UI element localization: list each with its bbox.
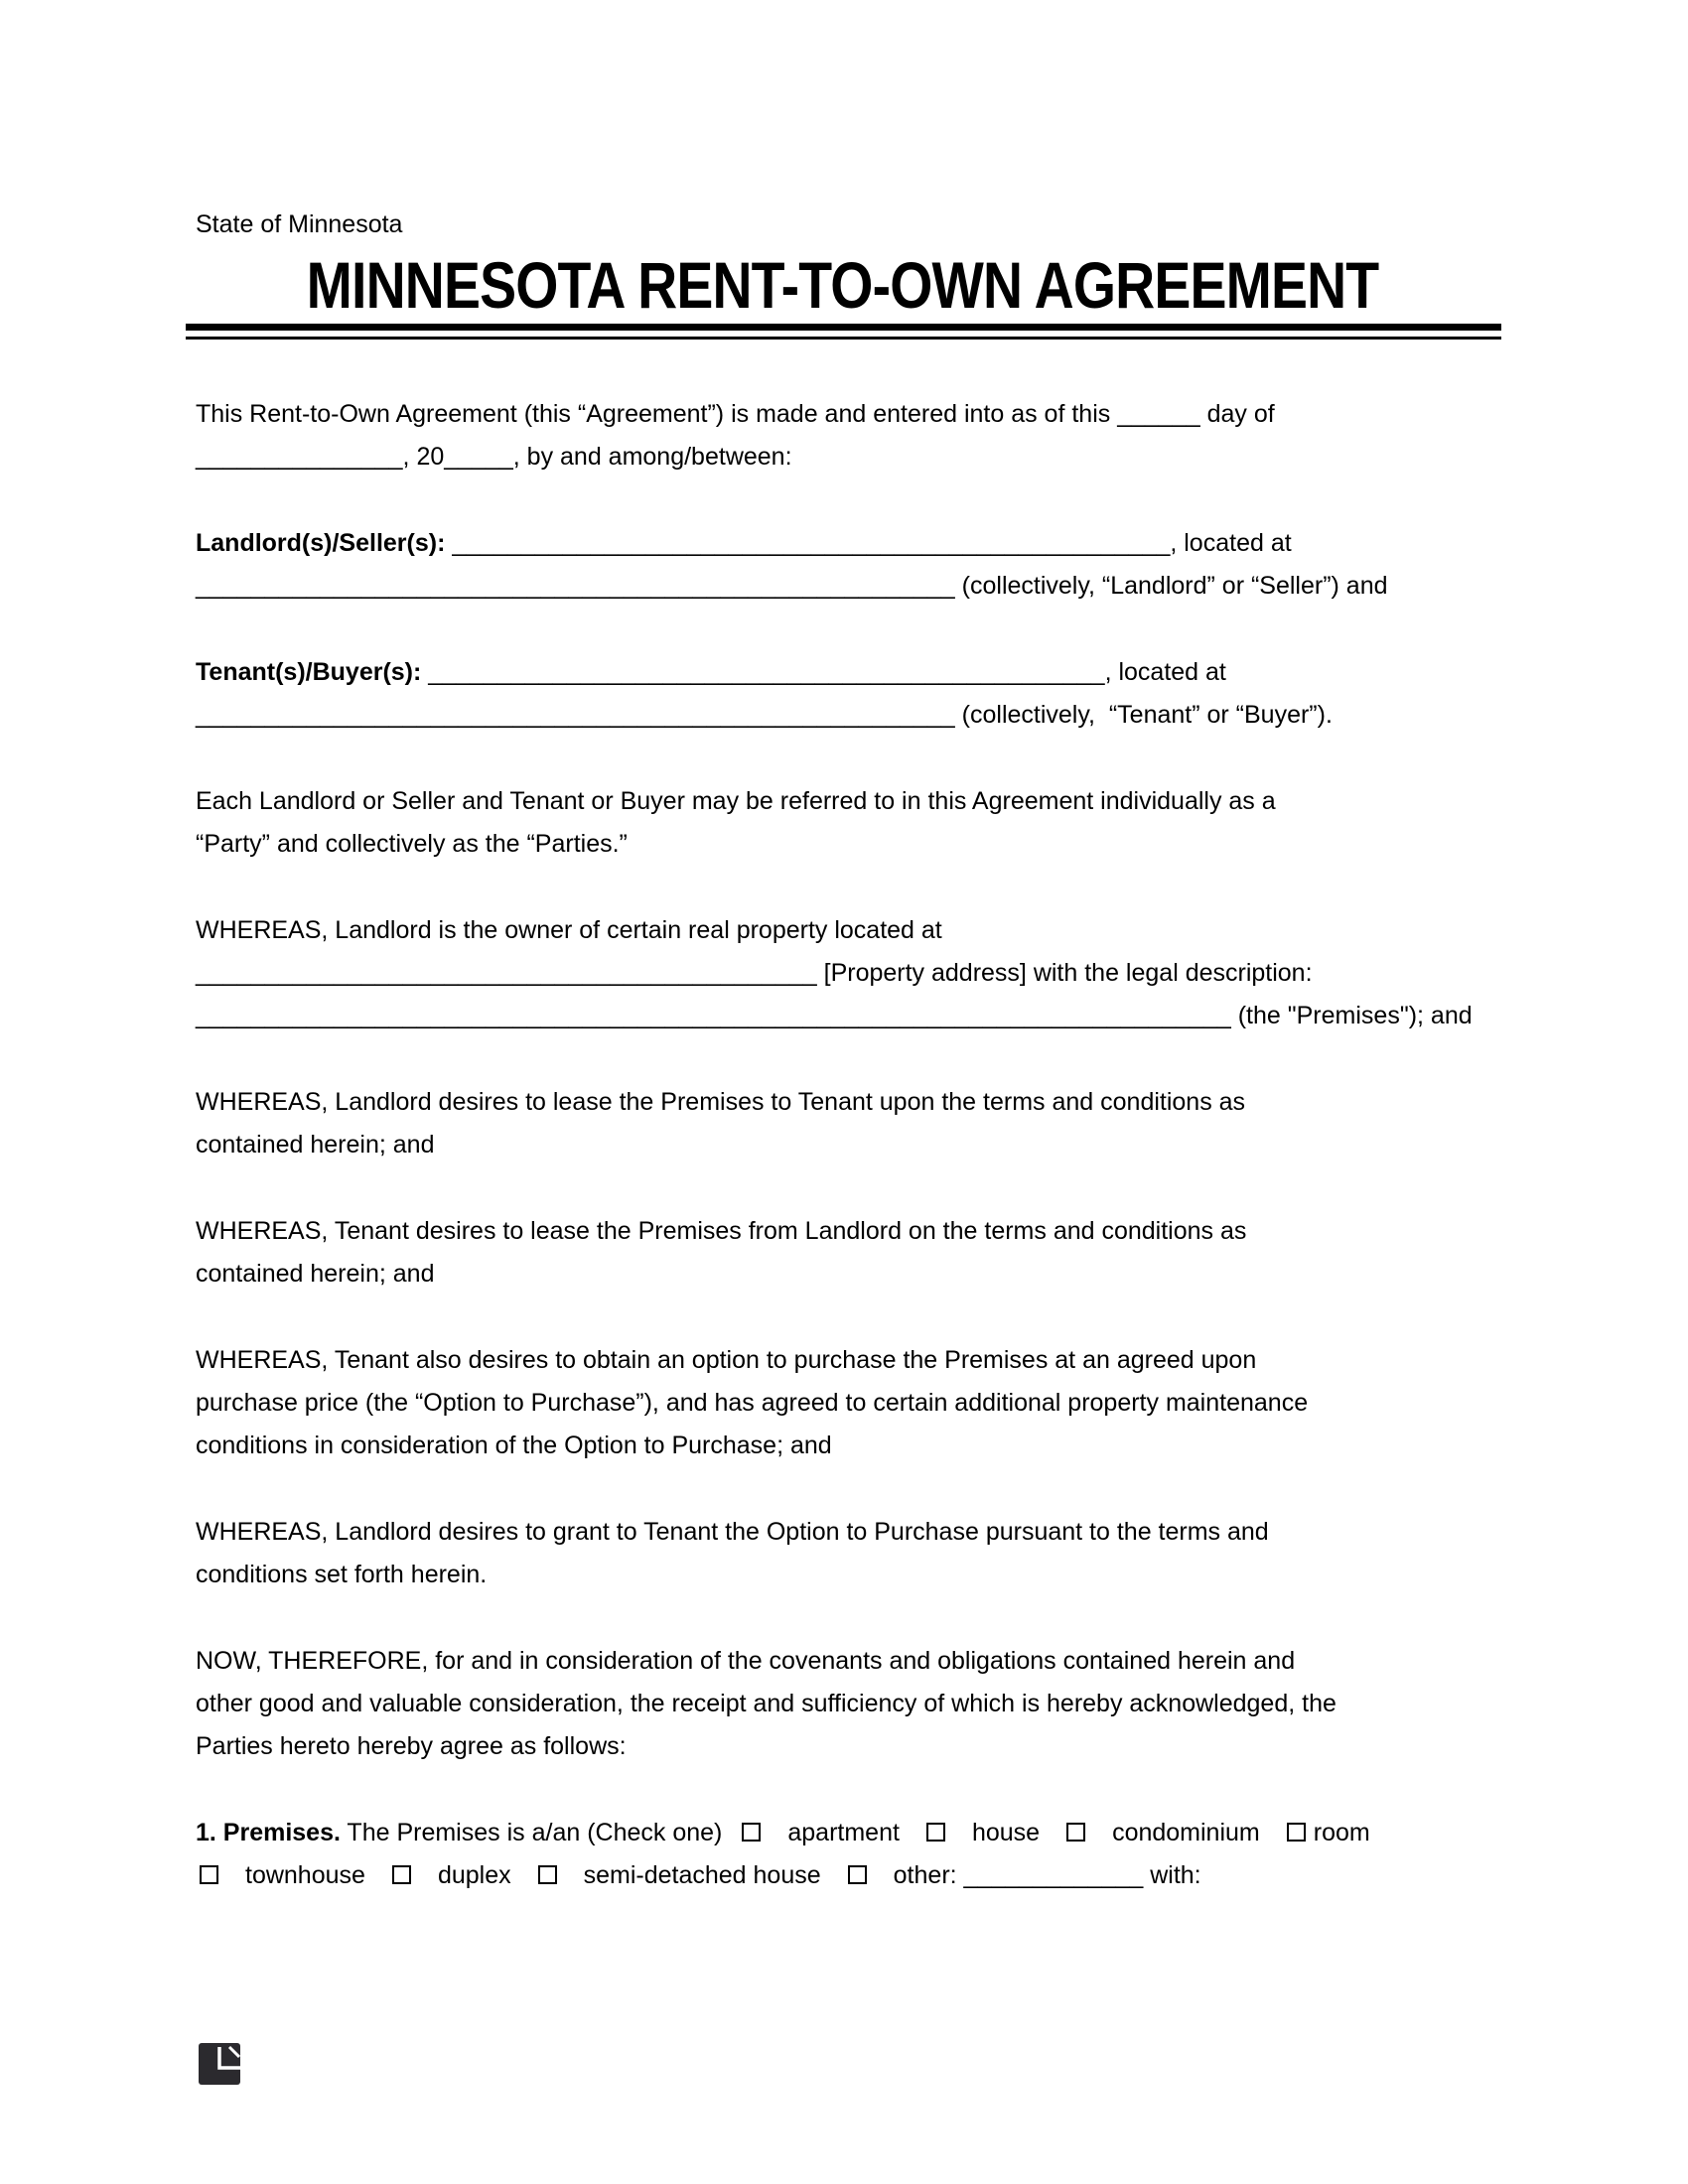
option-duplex-label: duplex	[437, 1861, 511, 1889]
checkbox-semi-detached-house[interactable]	[538, 1865, 557, 1884]
option-townhouse	[200, 1861, 365, 1889]
tenant-clause	[196, 651, 1489, 737]
tenant-line-2: _______________________________________________________ (collectively, “Tenant” or “Buyer”).	[196, 701, 1333, 729]
now-therefore-line-1: NOW, THEREFORE, for and in consideration of the covenants and obligations contained herein and	[196, 1647, 1296, 1675]
checkbox-room[interactable]	[1287, 1823, 1306, 1842]
option-house-label: house	[971, 1819, 1041, 1846]
premises-line-1	[196, 1812, 1489, 1854]
checkbox-condominium[interactable]	[1066, 1823, 1085, 1842]
intro-line-1: This Rent-to-Own Agreement (this “Agreement”) is made and entered into as of this ______ day of	[196, 400, 1275, 428]
option-condominium	[1066, 1819, 1260, 1846]
premises-section	[196, 1812, 1489, 1897]
parties-line-2: “Party” and collectively as the “Parties.”	[196, 830, 628, 858]
whereas-tenant-line-1: WHEREAS, Tenant desires to lease the Premises from Landlord on the terms and conditions as	[196, 1217, 1247, 1245]
state-label: State of Minnesota	[196, 210, 403, 238]
whereas-option-line-2: purchase price (the “Option to Purchase”), and has agreed to certain additional property maintenance	[196, 1389, 1309, 1417]
landlord-line-1	[196, 522, 1489, 565]
now-therefore-clause	[196, 1640, 1489, 1768]
now-therefore-line-2: other good and valuable consideration, the receipt and sufficiency of which is hereby acknowledged, the	[196, 1690, 1336, 1717]
whereas-option-line-3: conditions in consideration of the Option to Purchase; and	[196, 1432, 832, 1459]
landlord-clause	[196, 522, 1489, 608]
landlord-name-blank: ____________________________________________________, located at	[445, 529, 1292, 557]
whereas-landlord-line-2: contained herein; and	[196, 1131, 435, 1159]
page-title: MINNESOTA RENT-TO-OWN AGREEMENT	[306, 248, 1379, 322]
tenant-label: Tenant(s)/Buyer(s):	[196, 658, 422, 686]
whereas-grant-line-2: conditions set forth herein.	[196, 1561, 488, 1588]
whereas-grant-line-1: WHEREAS, Landlord desires to grant to Tenant the Option to Purchase pursuant to the terms and	[196, 1518, 1269, 1546]
now-therefore-line-3: Parties hereto hereby agree as follows:	[196, 1732, 627, 1760]
premises-line-2	[196, 1854, 1489, 1897]
option-room-label: room	[1313, 1819, 1370, 1846]
whereas-tenant-clause	[196, 1210, 1489, 1296]
option-other-label: other: _____________ with:	[893, 1861, 1201, 1889]
whereas-landlord-clause	[196, 1081, 1489, 1166]
whereas-property-line-2: _____________________________________________ [Property address] with the legal description:	[196, 959, 1313, 987]
checkbox-house[interactable]	[926, 1823, 945, 1842]
whereas-option-line-1: WHEREAS, Tenant also desires to obtain an option to purchase the Premises at an agreed upon	[196, 1346, 1257, 1374]
legal-templates-logo	[199, 2043, 240, 2085]
checkbox-other[interactable]	[848, 1865, 867, 1884]
option-other	[848, 1861, 1201, 1889]
checkbox-apartment[interactable]	[742, 1823, 761, 1842]
whereas-property-line-3: ___________________________________________________________________________ (the "Premises"); and	[196, 1002, 1473, 1029]
tenant-name-blank: _________________________________________________, located at	[421, 658, 1226, 686]
option-semi-detached-house-label: semi-detached house	[583, 1861, 821, 1889]
whereas-grant-clause	[196, 1511, 1489, 1596]
document-body	[196, 393, 1489, 1897]
landlord-label: Landlord(s)/Seller(s):	[196, 529, 446, 557]
tenant-line-1	[196, 651, 1489, 694]
option-apartment-label: apartment	[787, 1819, 900, 1846]
whereas-landlord-line-1: WHEREAS, Landlord desires to lease the Premises to Tenant upon the terms and conditions as	[196, 1088, 1246, 1116]
option-townhouse-label: townhouse	[245, 1861, 365, 1889]
checkbox-townhouse[interactable]	[200, 1865, 218, 1884]
option-house	[926, 1819, 1040, 1846]
whereas-property-line-1: WHEREAS, Landlord is the owner of certain real property located at	[196, 916, 942, 944]
landlord-line-2: _______________________________________________________ (collectively, “Landlord” or “Seller”) and	[196, 572, 1388, 600]
whereas-option-clause	[196, 1339, 1489, 1467]
whereas-property-clause	[196, 909, 1489, 1037]
option-semi-detached-house	[538, 1861, 821, 1889]
option-apartment	[742, 1819, 900, 1846]
parties-clause	[196, 780, 1489, 866]
premises-intro: The Premises is a/an (Check one)	[340, 1819, 723, 1846]
parties-line-1: Each Landlord or Seller and Tenant or Buyer may be referred to in this Agreement individually as a	[196, 787, 1276, 815]
whereas-tenant-line-2: contained herein; and	[196, 1260, 435, 1288]
title-divider	[186, 324, 1501, 340]
intro-clause	[196, 393, 1489, 478]
premises-label: 1. Premises.	[196, 1819, 341, 1846]
option-condominium-label: condominium	[1112, 1819, 1260, 1846]
option-room	[1287, 1819, 1370, 1846]
option-duplex	[392, 1861, 511, 1889]
intro-line-2: _______________, 20_____, by and among/between:	[196, 443, 792, 471]
checkbox-duplex[interactable]	[392, 1865, 411, 1884]
